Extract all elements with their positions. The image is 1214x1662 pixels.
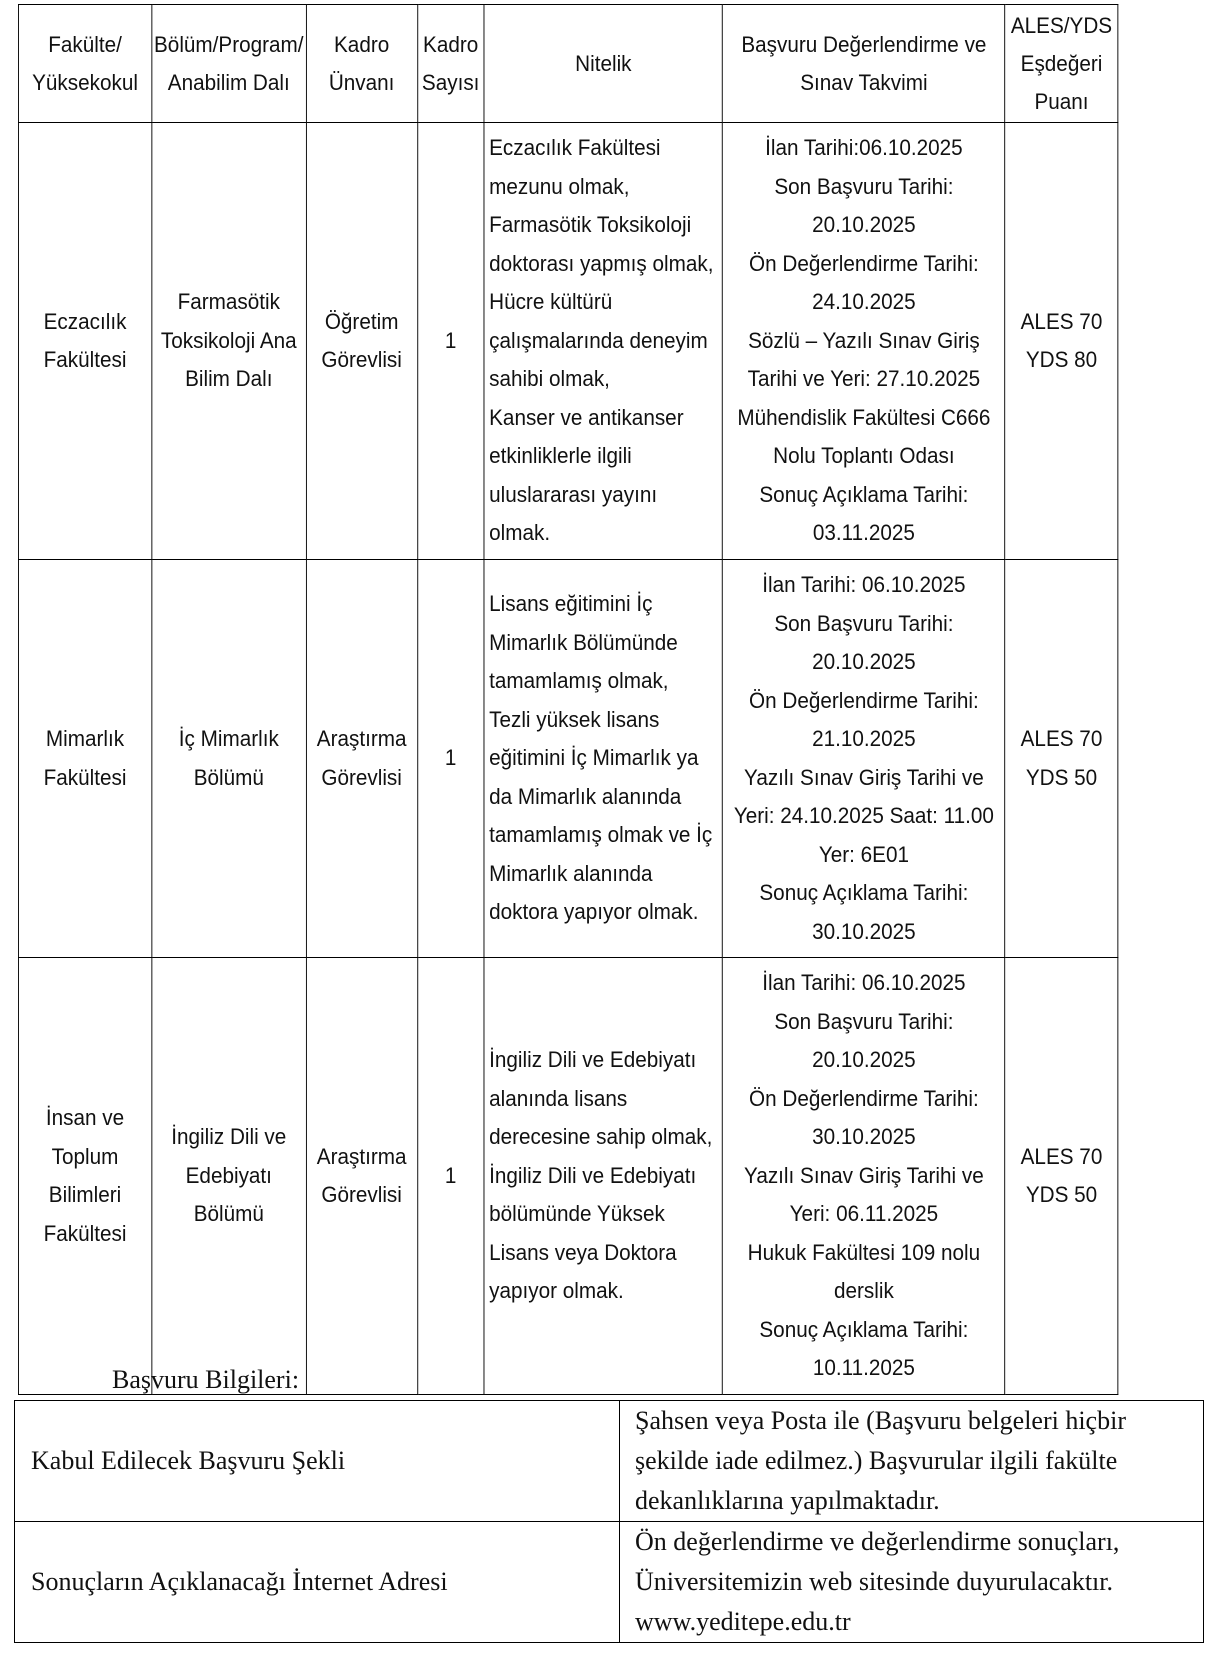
positions-table [18,4,1118,1395]
application-info-table [14,1400,1204,1643]
schedule-cell: İlan Tarihi: 06.10.2025 Son Başvuru Tarihi: 20.10.2025 Ön Değerlendirme Tarihi: 21.10.2025 Yazılı Sınav Giriş Tarihi ve Yeri: 24.10.2025 Saat: 11.00 Yer: 6E01 Sonuç Açıklama Tarihi: 30.10.2025 [723,560,1005,958]
info-row [15,1401,1204,1522]
info-label: Sonuçların Açıklanacağı İnternet Adresi [15,1522,620,1643]
qualification-cell: Lisans eğitimini İç Mimarlık Bölümünde tamamlamış olmak, Tezli yüksek lisans eğitimini İç Mimarlık ya da Mimarlık alanında tamamlamış olmak ve İç Mimarlık alanında doktora yapıyor olmak. [484,560,723,958]
title-cell: Öğretim Görevlisi [306,123,417,560]
header-row [18,5,1117,123]
header-department: Bölüm/Program/ Anabilim Dalı [152,5,306,123]
info-label: Kabul Edilecek Başvuru Şekli [15,1401,620,1522]
department-cell: İngiliz Dili ve Edebiyatı Bölümü [152,958,306,1395]
count-cell: 1 [417,560,484,958]
schedule-cell: İlan Tarihi:06.10.2025 Son Başvuru Tarihi: 20.10.2025 Ön Değerlendirme Tarihi: 24.10.2025 Sözlü – Yazılı Sınav Giriş Tarihi ve Yeri: 27.10.2025 Mühendislik Fakültesi C666 Nolu Toplantı Odası Sonuç Açıklama Tarihi: 03.11.2025 [723,123,1005,560]
info-value: Ön değerlendirme ve değerlendirme sonuçları, Üniversitemizin web sitesinde duyurulacaktır. www.yeditepe.edu.tr [620,1522,1204,1643]
header-schedule: Başvuru Değerlendirme ve Sınav Takvimi [723,5,1005,123]
table-row [18,958,1117,1395]
score-cell: ALES 70 YDS 50 [1005,560,1118,958]
info-row [15,1522,1204,1643]
schedule-cell: İlan Tarihi: 06.10.2025 Son Başvuru Tarihi: 20.10.2025 Ön Değerlendirme Tarihi: 30.10.2025 Yazılı Sınav Giriş Tarihi ve Yeri: 06.11.2025 Hukuk Fakültesi 109 nolu derslik Sonuç Açıklama Tarihi: 10.11.2025 [723,958,1005,1395]
department-cell: İç Mimarlık Bölümü [152,560,306,958]
table-row [18,123,1117,560]
header-title: Kadro Ünvanı [306,5,417,123]
info-value: Şahsen veya Posta ile (Başvuru belgeleri hiçbir şekilde iade edilmez.) Başvurular ilgili fakülte dekanlıklarına yapılmaktadır. [620,1401,1204,1522]
header-qualification: Nitelik [484,5,723,123]
header-count: Kadro Sayısı [417,5,484,123]
qualification-cell: Eczacılık Fakültesi mezunu olmak, Farmasötik Toksikoloji doktorası yapmış olmak, Hücre kültürü çalışmalarında deneyim sahibi olmak, Kanser ve antikanser etkinliklerle ilgili uluslararası yayını olmak. [484,123,723,560]
count-cell: 1 [417,123,484,560]
header-faculty: Fakülte/ Yüksekokul [18,5,151,123]
department-cell: Farmasötik Toksikoloji Ana Bilim Dalı [152,123,306,560]
qualification-cell: İngiliz Dili ve Edebiyatı alanında lisans derecesine sahip olmak, İngiliz Dili ve Edebiyatı bölümünde Yüksek Lisans veya Doktora yapıyor olmak. [484,958,723,1395]
count-cell: 1 [417,958,484,1395]
faculty-cell: Mimarlık Fakültesi [18,560,151,958]
score-cell: ALES 70 YDS 50 [1005,958,1118,1395]
table-row [18,560,1117,958]
faculty-cell: İnsan ve Toplum Bilimleri Fakültesi [18,958,151,1395]
score-cell: ALES 70 YDS 80 [1005,123,1118,560]
faculty-cell: Eczacılık Fakültesi [18,123,151,560]
header-score: ALES/YDS Eşdeğeri Puanı [1005,5,1118,123]
title-cell: Araştırma Görevlisi [306,958,417,1395]
title-cell: Araştırma Görevlisi [306,560,417,958]
application-info-title: Başvuru Bilgileri: [112,1365,300,1394]
